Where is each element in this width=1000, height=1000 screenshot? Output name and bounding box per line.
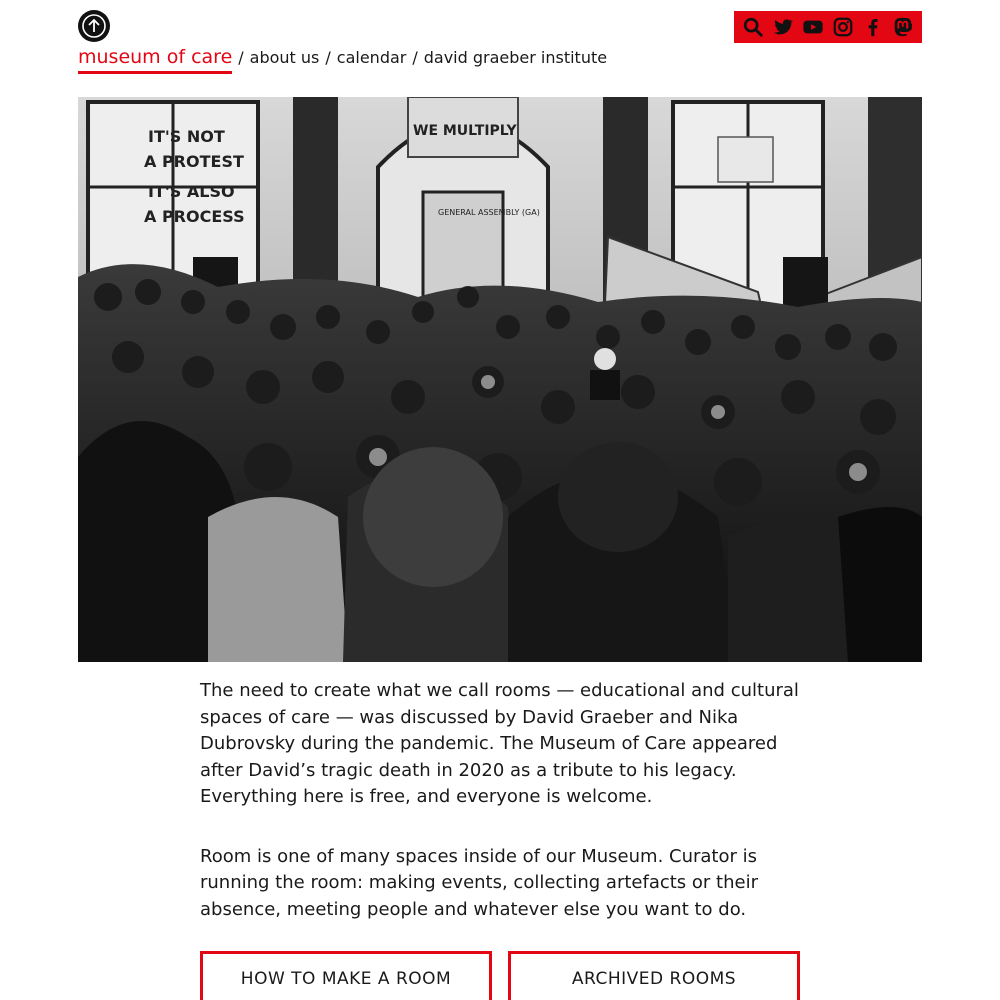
twitter-link[interactable] xyxy=(770,14,796,40)
instagram-link[interactable] xyxy=(830,14,856,40)
intro-text xyxy=(200,678,800,923)
youtube-icon xyxy=(802,16,824,38)
instagram-icon xyxy=(832,16,854,38)
nav-link-about-us[interactable]: about us xyxy=(249,48,320,67)
banner-text: WE MULTIPLY xyxy=(413,123,517,139)
search-icon xyxy=(742,16,764,38)
hero-photo xyxy=(78,97,922,662)
search-button[interactable] xyxy=(740,14,766,40)
action-buttons xyxy=(200,951,800,1000)
mastodon-link[interactable] xyxy=(890,14,916,40)
nav-separator: / xyxy=(412,48,418,67)
nav-link-david-graeber-institute[interactable]: david graeber institute xyxy=(423,48,608,67)
nav-brand-museum-of-care[interactable]: museum of care xyxy=(78,46,232,74)
sign-text: A PROTEST xyxy=(144,152,244,171)
sign-text: IT'S NOT xyxy=(148,127,225,146)
sign-text: IT'S ALSO xyxy=(148,182,235,201)
social-bar xyxy=(734,11,922,43)
nav-separator: / xyxy=(325,48,331,67)
sign-text: A PROCESS xyxy=(144,207,245,226)
main-nav xyxy=(78,46,607,74)
facebook-icon xyxy=(862,16,884,38)
door-sign-text: GENERAL ASSEMBLY (GA) xyxy=(438,208,540,217)
home-logo[interactable] xyxy=(78,10,110,42)
nav-link-calendar[interactable]: calendar xyxy=(336,48,407,67)
intro-paragraph-2: Room is one of many spaces inside of our Museum. Curator is running the room: making events, collecting artefacts or their absence, meeting people and whatever else you want to do. xyxy=(200,845,758,920)
how-to-make-a-room-button[interactable]: HOW TO MAKE A ROOM xyxy=(200,951,492,1000)
twitter-icon xyxy=(772,16,794,38)
nav-separator: / xyxy=(238,48,244,67)
facebook-link[interactable] xyxy=(860,14,886,40)
mastodon-icon xyxy=(892,16,914,38)
youtube-link[interactable] xyxy=(800,14,826,40)
upload-arrow-circle-icon xyxy=(81,13,107,39)
archived-rooms-button[interactable]: ARCHIVED ROOMS xyxy=(508,951,800,1000)
intro-paragraph-1: The need to create what we call rooms — educational and cultural spaces of care — was discussed by David Graeber and Nika Dubrovsky during the pandemic. The Museum of Care appeared after David’s tragic death in 2020 as a tribute to his legacy. Everything here is free, and everyone is welcome. xyxy=(200,680,799,807)
